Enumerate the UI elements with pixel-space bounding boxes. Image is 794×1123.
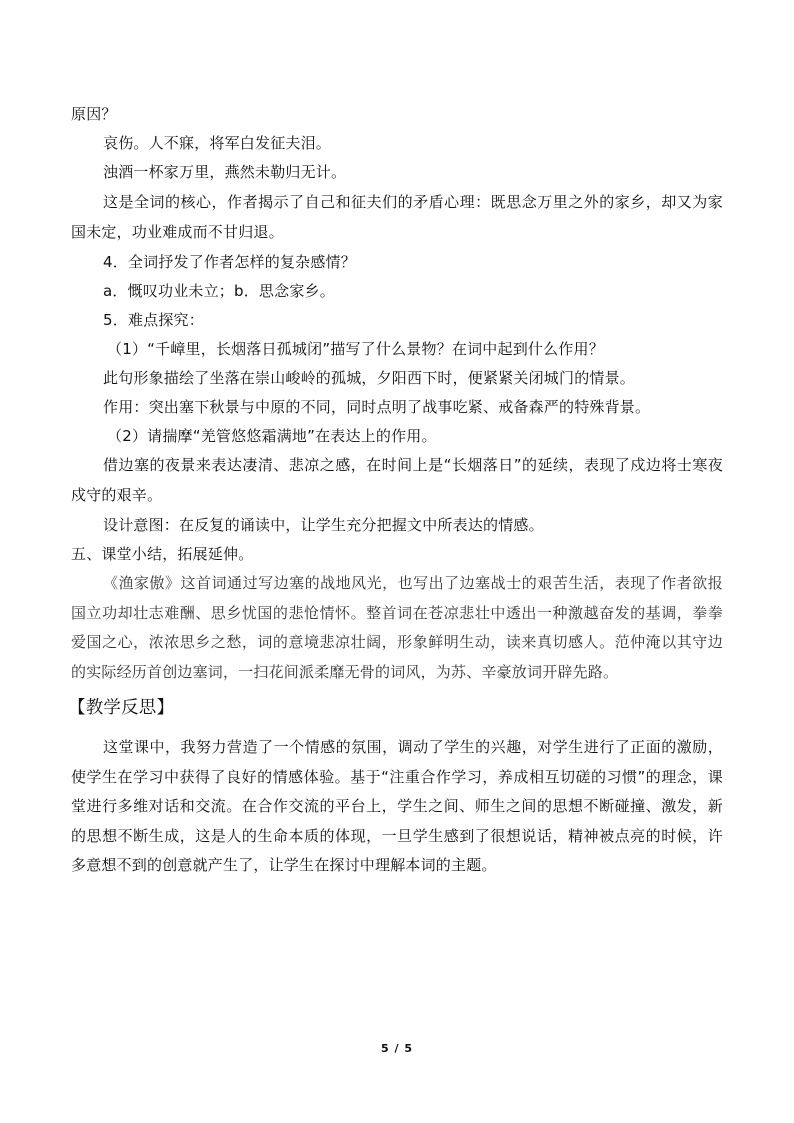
question-5-2: （2）请揣摩“羌管悠悠霜满地”在表达上的作用。: [107, 427, 437, 445]
question-5-1-answer: 此句形象描绘了坐落在崇山峻岭的孤城，夕阳西下时，便紧紧关闭城门的情景。: [103, 369, 636, 387]
text-line: 原因？: [71, 105, 117, 123]
page-content: [68, 100, 723, 881]
summary-paragraph: 《渔家傲》这首词通过写边塞的战地风光，也写出了边塞战士的艰苦生活，表现了作者欲报国立功却壮志难酬、思乡忧国的悲怆情怀。整首词在苍凉悲壮中透出一种激越奋发的基调，拳拳爱国之心，浓浓思乡之愁，词的意境悲凉壮阔，形象鲜明生动，读来真切感人。范仲淹以其守边的实际经历首创边塞词，一扫花间派柔靡无骨的词风，为苏、辛豪放词开辟先路。: [71, 574, 723, 681]
reflection-heading: 【教学反思】: [68, 698, 175, 718]
question-5-2-answer: 借边塞的夜景来表达凄清、悲凉之感，在时间上是“长烟落日”的延续，表现了戍边将士寒夜戍守的艰辛。: [71, 456, 723, 504]
text-line: 哀伤。人不寐，将军白发征夫泪。: [103, 134, 332, 152]
section-5-title: 五、课堂小结，拓展延伸。: [71, 545, 254, 563]
question-4: 4．全词抒发了作者怎样的复杂感情？: [103, 253, 356, 271]
question-5-1: （1）“千嶂里，长烟落日孤城闭”描写了什么景物？在词中起到什么作用？: [107, 340, 604, 358]
question-4-answer: a．慨叹功业未立；b．思念家乡。: [103, 282, 335, 300]
reflection-paragraph: 这堂课中，我努力营造了一个情感的氛围，调动了学生的兴趣，对学生进行了正面的激励，使学生在学习中获得了良好的情感体验。基于“注重合作学习，养成相互切磋的习惯”的理念，课堂进行多维对话和交流。在合作交流的平台上，学生之间、师生之间的思想不断碰撞、激发，新的思想不断生成，这是人的生命本质的体现，一旦学生感到了很想说话，精神被点亮的时候，许多意想不到的创意就产生了，让学生在探讨中理解本词的主题。: [71, 738, 723, 874]
design-intent: 设计意图：在反复的诵读中，让学生充分把握文中所表达的情感。: [103, 516, 544, 534]
core-paragraph: 这是全词的核心，作者揭示了自己和征夫们的矛盾心理：既思念万里之外的家乡，却又为家国未定，功业难成而不甘归退。: [71, 193, 723, 241]
question-5: 5．难点探究：: [103, 311, 204, 329]
question-5-1-function: 作用：突出塞下秋景与中原的不同，同时点明了战事吃紧、戒备森严的特殊背景。: [103, 398, 651, 416]
page-number: 5 / 5: [381, 1042, 413, 1055]
text-line: 浊酒一杯家万里，燕然未勒归无计。: [103, 163, 347, 181]
